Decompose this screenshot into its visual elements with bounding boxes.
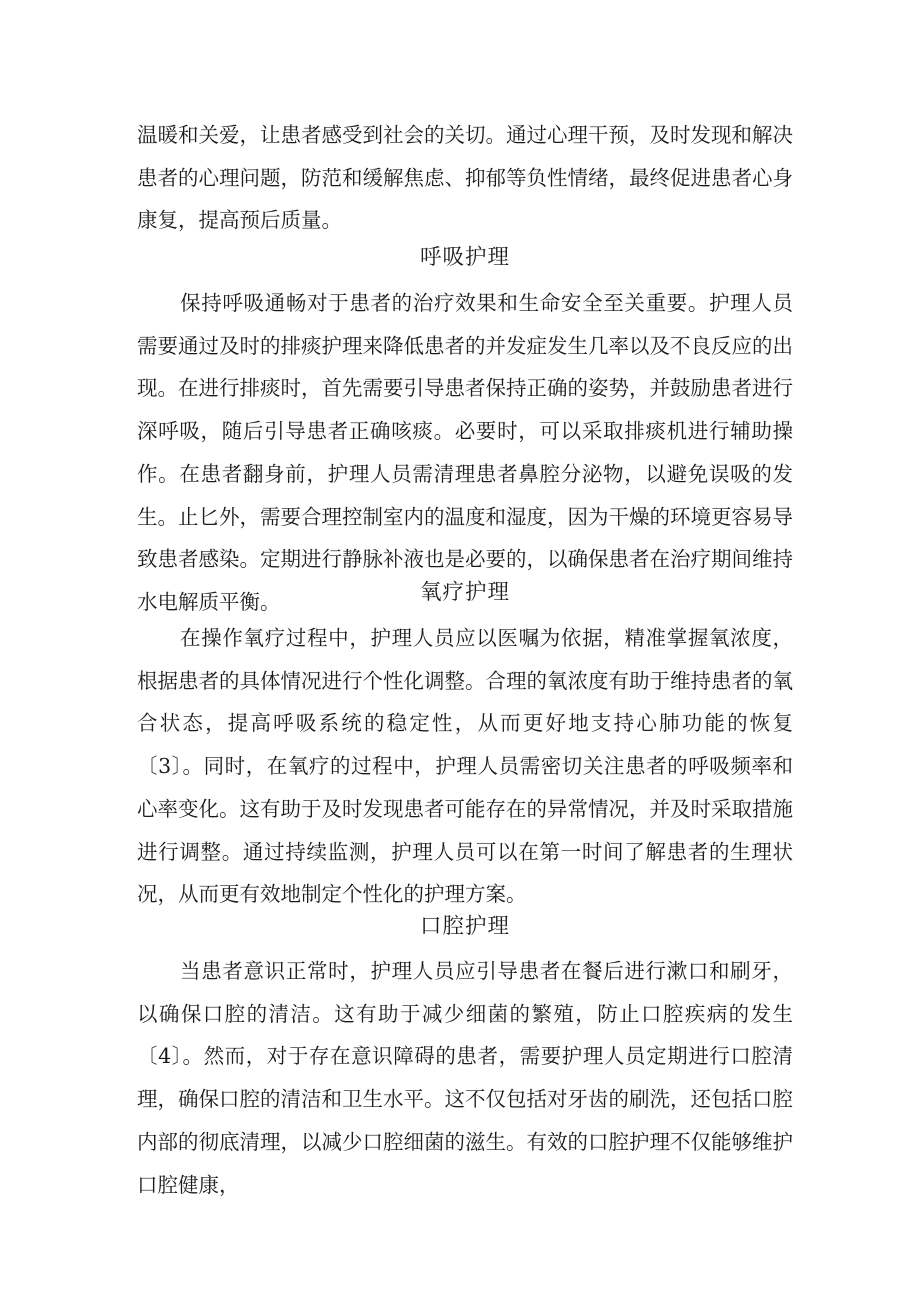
paragraph-oral-care: 当患者意识正常时，护理人员应引导患者在餐后进行漱口和刷牙，以确保口腔的清洁。这有助于减少细菌的繁殖，防止口腔疾病的发生〔4〕。然而，对于存在意识障碍的患者，需要护理人员定期进行口腔清理，确保口腔的清洁和卫生水平。这不仅包括对牙齿的刷洗，还包括口腔内部的彻底清理，以减少口腔细菌的滋生。有效的口腔护理不仅能够维护口腔健康，: [137, 959, 793, 1197]
paragraph-psychological-care-continued: 温暖和关爱，让患者感受到社会的关切。通过心理干预，及时发现和解决患者的心理问题，防范和缓解焦虑、抑郁等负性情绪，最终促进患者心身康复，提高预后质量。: [137, 123, 793, 233]
heading-oxygen-therapy-care: 氧疗护理: [419, 580, 510, 605]
heading-respiratory-care: 呼吸护理: [419, 245, 510, 270]
paragraph-oxygen-therapy-care: 在操作氧疗过程中，护理人员应以医嘱为依据，精准掌握氧浓度，根据患者的具体情况进行个性化调整。合理的氧浓度有助于维持患者的氧合状态，提高呼吸系统的稳定性，从而更好地支持心肺功能的恢复〔3〕。同时，在氧疗的过程中，护理人员需密切关注患者的呼吸频率和心率变化。这有助于及时发现患者可能存在的异常情况，并及时采取措施进行调整。通过持续监测，护理人员可以在第一时间了解患者的生理状况，从而更有效地制定个性化的护理方案。: [137, 626, 793, 907]
paragraph-respiratory-care: 保持呼吸通畅对于患者的治疗效果和生命安全至关重要。护理人员需要通过及时的排痰护理来降低患者的并发症发生几率以及不良反应的出现。在进行排痰时，首先需要引导患者保持正确的姿势，并鼓励患者进行深呼吸，随后引导患者正确咳痰。必要时，可以采取排痰机进行辅助操作。在患者翻身前，护理人员需清理患者鼻腔分泌物，以避免误吸的发生。止匕外，需要合理控制室内的温度和湿度，因为干燥的环境更容易导致患者感染。定期进行静脉补液也是必要的，以确保患者在治疗期间维持水电解质平衡。: [137, 291, 793, 614]
heading-oral-care: 口腔护理: [419, 914, 510, 939]
